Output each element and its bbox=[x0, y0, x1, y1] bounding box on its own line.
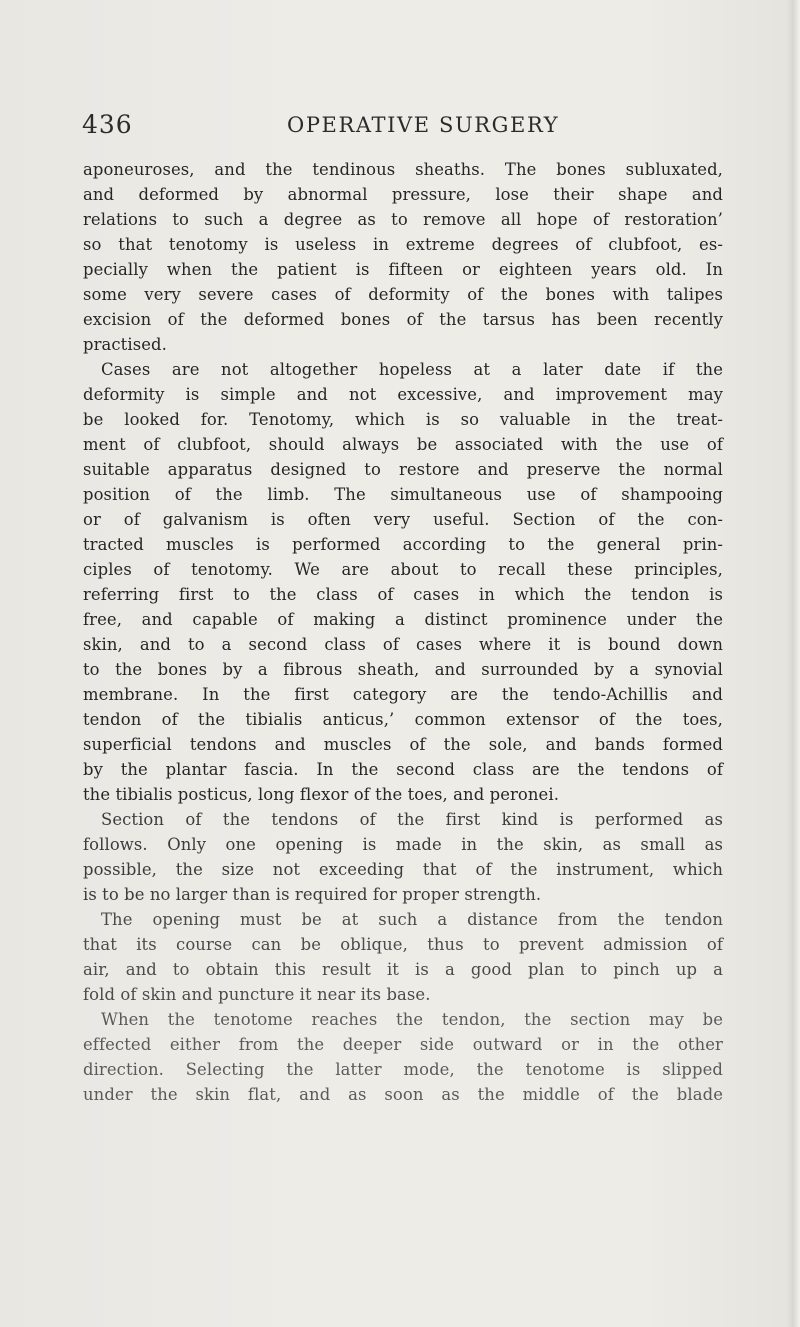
text-line: deformity is simple and not excessive, and improvement may bbox=[83, 385, 723, 404]
text-line: Cases are not altogether hopeless at a later date if the bbox=[101, 360, 723, 379]
text-line: excision of the deformed bones of the tarsus has been recently bbox=[83, 310, 723, 329]
text-line: and deformed by abnormal pressure, lose their shape and bbox=[83, 185, 723, 204]
text-line: effected either from the deeper side outward or in the other bbox=[83, 1035, 723, 1054]
text-line: skin, and to a second class of cases where it is bound down bbox=[83, 635, 723, 654]
page-header bbox=[82, 110, 722, 146]
text-line: position of the limb. The simultaneous use of shampooing bbox=[83, 485, 723, 504]
text-line: the tibialis posticus, long flexor of the toes, and peronei. bbox=[83, 785, 560, 804]
text-line: When the tenotome reaches the tendon, the section may be bbox=[101, 1010, 723, 1029]
text-line: membrane. In the first category are the tendo-Achillis and bbox=[83, 685, 723, 704]
text-line: or of galvanism is often very useful. Section of the con- bbox=[83, 510, 723, 529]
text-line: aponeuroses, and the tendinous sheaths. The bones subluxated, bbox=[83, 160, 723, 179]
text-line: practised. bbox=[83, 335, 167, 354]
text-line: some very severe cases of deformity of the bones with talipes bbox=[83, 285, 723, 304]
text-line: Section of the tendons of the first kind is performed as bbox=[101, 810, 723, 829]
text-line: pecially when the patient is fifteen or eighteen years old. In bbox=[83, 260, 723, 279]
text-line: that its course can be oblique, thus to prevent admission of bbox=[83, 935, 723, 954]
text-line: suitable apparatus designed to restore and preserve the normal bbox=[83, 460, 723, 479]
text-line: is to be no larger than is required for proper strength. bbox=[83, 885, 542, 904]
page-edge-shadow bbox=[786, 0, 800, 1327]
text-line: to the bones by a fibrous sheath, and surrounded by a synovial bbox=[83, 660, 723, 679]
running-head: OPERATIVE SURGERY bbox=[287, 113, 560, 137]
text-line: by the plantar fascia. In the second class are the tendons of bbox=[83, 760, 723, 779]
text-line: ment of clubfoot, should always be associated with the use of bbox=[83, 435, 723, 454]
text-line: referring first to the class of cases in which the tendon is bbox=[83, 585, 723, 604]
text-line: The opening must be at such a distance from the tendon bbox=[101, 910, 723, 929]
page-number: 436 bbox=[82, 110, 133, 139]
text-line: fold of skin and puncture it near its base. bbox=[83, 985, 431, 1004]
text-line: so that tenotomy is useless in extreme degrees of clubfoot, es- bbox=[83, 235, 723, 254]
text-line: be looked for. Tenotomy, which is so valuable in the treat- bbox=[83, 410, 723, 429]
text-line: superficial tendons and muscles of the sole, and bands formed bbox=[83, 735, 723, 754]
text-line: ciples of tenotomy. We are about to recall these principles, bbox=[83, 560, 723, 579]
text-line: follows. Only one opening is made in the skin, as small as bbox=[83, 835, 723, 854]
body-text bbox=[83, 157, 723, 1107]
text-line: direction. Selecting the latter mode, the tenotome is slipped bbox=[83, 1060, 723, 1079]
text-line: free, and capable of making a distinct prominence under the bbox=[83, 610, 723, 629]
text-line: tendon of the tibialis anticus,’ common extensor of the toes, bbox=[83, 710, 723, 729]
text-line: tracted muscles is performed according to the general prin- bbox=[83, 535, 723, 554]
text-line: air, and to obtain this result it is a good plan to pinch up a bbox=[83, 960, 723, 979]
text-line: possible, the size not exceeding that of the instrument, which bbox=[83, 860, 723, 879]
text-line: relations to such a degree as to remove all hope of restoration’ bbox=[83, 210, 723, 229]
text-line: under the skin flat, and as soon as the middle of the blade bbox=[83, 1085, 723, 1104]
